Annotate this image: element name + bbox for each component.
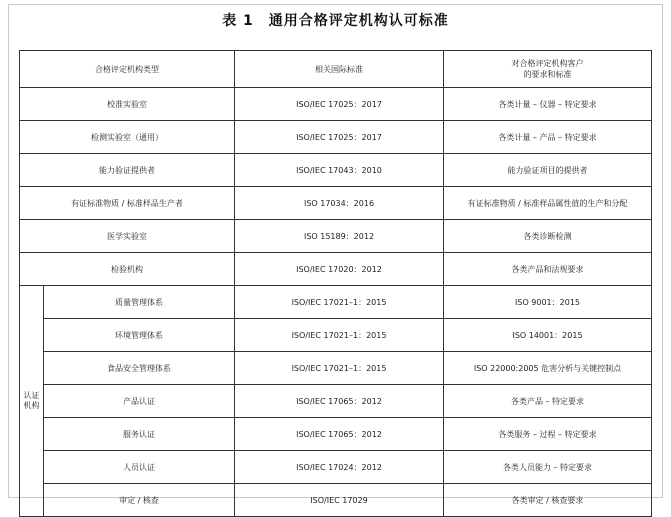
table-row xyxy=(20,121,652,154)
table-row xyxy=(20,154,652,187)
cell-requirement: 各类审定 / 核查要求 xyxy=(444,484,652,517)
cell-standard: ISO/IEC 17024：2012 xyxy=(235,451,444,484)
table-row xyxy=(20,88,652,121)
cell-type: 环境管理体系 xyxy=(44,319,235,352)
cell-standard: ISO/IEC 17065：2012 xyxy=(235,385,444,418)
cell-standard: ISO/IEC 17029 xyxy=(235,484,444,517)
cell-type: 质量管理体系 xyxy=(44,286,235,319)
header-row xyxy=(20,51,652,88)
cell-type: 检验机构 xyxy=(20,253,235,286)
cell-requirement: ISO 22000:2005 危害分析与关键控制点 xyxy=(444,352,652,385)
cell-standard: ISO/IEC 17043：2010 xyxy=(235,154,444,187)
cell-requirement: 各类计量 – 产品 – 特定要求 xyxy=(444,121,652,154)
cell-type: 食品安全管理体系 xyxy=(44,352,235,385)
accreditation-standards-table xyxy=(19,50,652,517)
cell-standard: ISO/IEC 17021–1：2015 xyxy=(235,319,444,352)
cert-label-line2: 机构 xyxy=(23,401,40,410)
table-row xyxy=(20,451,652,484)
cell-standard: ISO 17034：2016 xyxy=(235,187,444,220)
cell-standard: ISO/IEC 17021–1：2015 xyxy=(235,352,444,385)
cell-standard: ISO/IEC 17065：2012 xyxy=(235,418,444,451)
cell-type: 校准实验室 xyxy=(20,88,235,121)
cell-requirement: 有证标准物质 / 标准样品属性值的生产和分配 xyxy=(444,187,652,220)
header-requirement-line2: 的要求和标准 xyxy=(523,70,572,79)
cell-standard: ISO 15189：2012 xyxy=(235,220,444,253)
table-row xyxy=(20,484,652,517)
cert-label-line1: 认证 xyxy=(23,391,40,400)
cell-requirement: ISO 9001：2015 xyxy=(444,286,652,319)
table-row xyxy=(20,187,652,220)
table-row xyxy=(20,385,652,418)
table-title: 表 1 通用合格评定机构认可标准 xyxy=(222,13,449,29)
cell-type: 检测实验室（通用） xyxy=(20,121,235,154)
table-row xyxy=(20,352,652,385)
cell-requirement: 各类产品和法规要求 xyxy=(444,253,652,286)
header-type: 合格评定机构类型 xyxy=(20,51,235,88)
header-standard: 相关国际标准 xyxy=(235,51,444,88)
table-row xyxy=(20,253,652,286)
cert-body-group-label xyxy=(20,286,44,517)
table-row xyxy=(20,418,652,451)
cell-requirement: 各类产品 – 特定要求 xyxy=(444,385,652,418)
cell-standard: ISO/IEC 17025：2017 xyxy=(235,121,444,154)
cell-standard: ISO/IEC 17021–1：2015 xyxy=(235,286,444,319)
header-requirement xyxy=(444,51,652,88)
cell-requirement: 各类计量 – 仪器 – 特定要求 xyxy=(444,88,652,121)
cell-requirement: 各类服务 – 过程 – 特定要求 xyxy=(444,418,652,451)
cell-type: 能力验证提供者 xyxy=(20,154,235,187)
cell-standard: ISO/IEC 17020：2012 xyxy=(235,253,444,286)
header-requirement-line1: 对合格评定机构客户 xyxy=(511,59,584,68)
table-row xyxy=(20,286,652,319)
table-row xyxy=(20,319,652,352)
cell-requirement: 各类人员能力 – 特定要求 xyxy=(444,451,652,484)
cell-type: 审定 / 核查 xyxy=(44,484,235,517)
cell-requirement: 各类诊断检测 xyxy=(444,220,652,253)
table-row xyxy=(20,220,652,253)
cell-type: 人员认证 xyxy=(44,451,235,484)
cell-standard: ISO/IEC 17025：2017 xyxy=(235,88,444,121)
cell-type: 有证标准物质 / 标准样品生产者 xyxy=(20,187,235,220)
cell-requirement: ISO 14001：2015 xyxy=(444,319,652,352)
cell-type: 服务认证 xyxy=(44,418,235,451)
cell-requirement: 能力验证项目的提供者 xyxy=(444,154,652,187)
cell-type: 医学实验室 xyxy=(20,220,235,253)
cell-type: 产品认证 xyxy=(44,385,235,418)
